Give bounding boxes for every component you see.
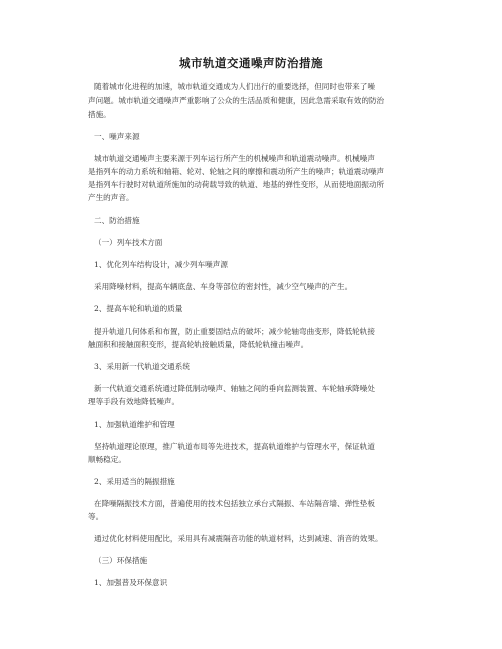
item3-line-2: 理等手段有效地降低噪声。	[88, 397, 180, 406]
section1-line-2: 是指列车的动力系统和轴箱、轮对、轮轴之间的摩擦和震动所产生的噪声；轨道震动噪声	[88, 167, 385, 176]
intro-line-1: 随着城市化进程的加速，城市轨道交通成为人们出行的重要选择，但同时也带来了噪	[94, 82, 375, 91]
intro-line-2: 声问题。城市轨道交通噪声严重影响了公众的生活品质和健康，因此急需采取有效的防治	[88, 96, 385, 105]
item3-heading: 3、采用新一代轨道交通系统	[94, 362, 190, 371]
materials-paragraph: 通过优化材料使用配比，采用具有减震隔音功能的轨道材料，达到减速、消音的效果。	[94, 534, 383, 543]
document-title: 城市轨道交通噪声防治措施	[179, 56, 323, 70]
subsection-3-heading: （三）环保措施	[94, 556, 148, 565]
section1-heading: 一、噪声来源	[94, 132, 140, 141]
item4-line-1: 坚持轨道理论原理，推广轨道布局等先进技术，提高轨道维护与管理水平，保证轨道	[94, 442, 375, 451]
section1-line-4: 产生的声音。	[88, 193, 134, 202]
item5-line-2: 等。	[88, 512, 104, 521]
item2-line-1: 提升轨道几何体系和布置，防止重要固结点的破坏；减少轮轴弯曲变形，降低轮轨接	[94, 327, 375, 336]
item4-heading: 1、加强轨道维护和管理	[94, 420, 175, 429]
item1-heading: 1、优化列车结构设计，减少列车噪声源	[94, 260, 228, 269]
section1-line-1: 城市轨道交通噪声主要来源于列车运行所产生的机械噪声和轨道震动噪声。机械噪声	[94, 154, 375, 163]
section2-heading: 二、防治措施	[94, 216, 140, 225]
item2-heading: 2、提高车轮和轨道的质量	[94, 304, 183, 313]
item5-heading: 2、采用适当的隔振措施	[94, 477, 175, 486]
subsection-1-heading: （一）列车技术方面	[94, 238, 163, 247]
item1-line-1: 采用降噪材料，提高车辆底盘、车身等部位的密封性，减少空气噪声的产生。	[94, 282, 353, 291]
item4-line-2: 顺畅稳定。	[88, 455, 126, 464]
item3-line-1: 新一代轨道交通系统通过降低制动噪声、轴轴之间的垂向监测装置、车轮轴承降噪处	[94, 384, 375, 393]
item5-line-1: 在降噪隔振技术方面，普遍使用的技术包括独立承台式隔振、车站隔音墙、弹性垫板	[94, 499, 375, 508]
item2-line-2: 触面积和接触面积变形，提高轮轨接触质量，降低轮轨撞击噪声。	[88, 340, 309, 349]
intro-line-3: 措施。	[88, 110, 111, 119]
section1-line-3: 是指列车行驶时对轨道所施加的动荷载导致的轨道、地基的弹性变形，从而使地面振动所	[88, 180, 385, 189]
item6-heading: 1、加强普及环保意识	[94, 578, 168, 587]
